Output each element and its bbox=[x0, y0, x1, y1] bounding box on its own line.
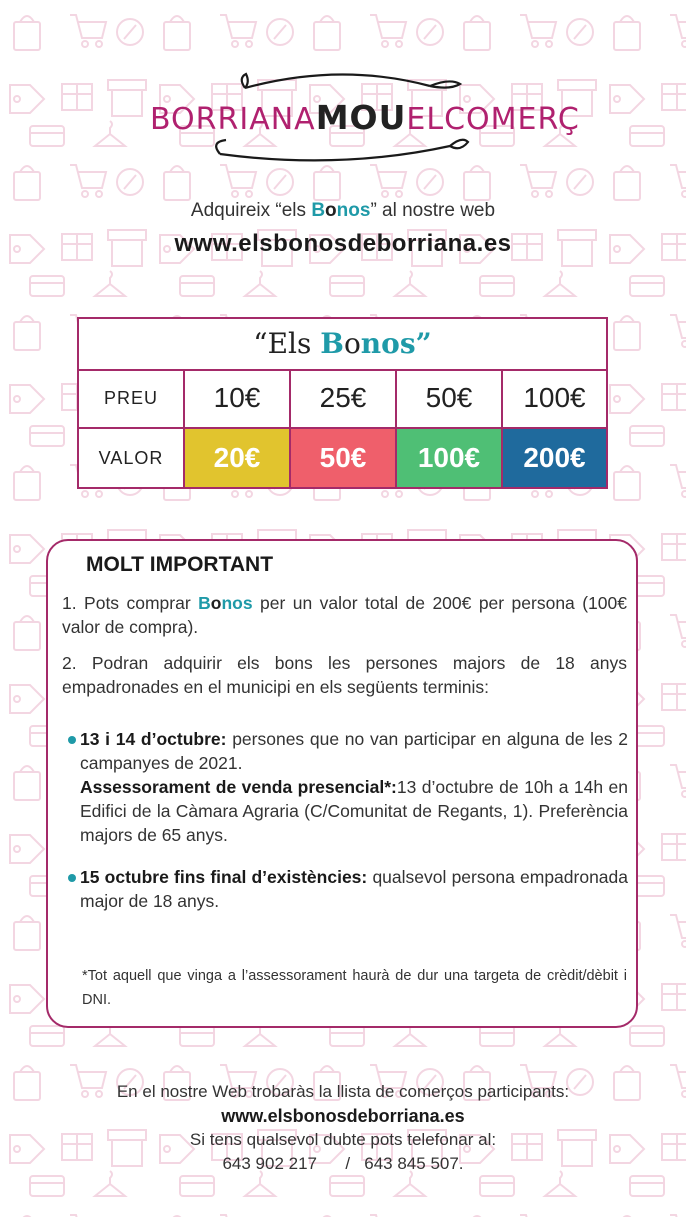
bullet1-text: persones que no van participar en alguna de les 2 campanyes de 2021. bbox=[80, 729, 628, 773]
table-title-before: “Els bbox=[253, 327, 321, 360]
price-row bbox=[79, 369, 606, 429]
bullet-dot-icon bbox=[68, 874, 76, 882]
price-cell: 100€ bbox=[523, 382, 586, 413]
footer-line-1: En el nostre Web trobaràs la llista de comerços participants: bbox=[116, 1082, 570, 1101]
footer-url[interactable]: www.elsbonosdeborriana.es bbox=[221, 1106, 465, 1126]
p1-bonos-rest: nos bbox=[221, 593, 253, 613]
intro-bonos-b: B bbox=[311, 200, 326, 221]
footer bbox=[0, 1080, 686, 1176]
row-label-valor: VALOR bbox=[79, 429, 185, 487]
price-cell: 10€ bbox=[185, 369, 291, 427]
phone-2[interactable]: 643 845 507. bbox=[364, 1154, 464, 1173]
intro-line bbox=[0, 200, 686, 222]
p1-before: 1. Pots comprar bbox=[62, 593, 199, 613]
bullet-dot-icon bbox=[68, 736, 76, 744]
table-title bbox=[79, 319, 606, 371]
price-cell: 50€ bbox=[397, 369, 503, 427]
bullet1-strong: 13 i 14 d’octubre: bbox=[80, 729, 227, 749]
important-paragraph-1 bbox=[62, 591, 627, 639]
website-url[interactable]: www.elsbonosdeborriana.es bbox=[174, 230, 512, 257]
logo-part-borriana: BORRIANA bbox=[150, 102, 316, 137]
logo-wordmark bbox=[150, 98, 580, 137]
important-paragraph-2: 2. Podran adquirir els bons les persones majors de 18 anys empadronades en el municipi en els següents terminis: bbox=[62, 653, 627, 697]
logo-part-elcomerc: ELCOMERÇ bbox=[406, 102, 580, 137]
phone-separator: / bbox=[345, 1154, 351, 1173]
bonos-table bbox=[77, 317, 608, 489]
important-title: MOLT IMPORTANT bbox=[86, 553, 274, 576]
bullet1-text2: 13 d’octubre de 10h a 14h en Edifici de la Càmara Agraria (C/Comunitat de Regants, 1). Preferència majors de 65 anys. bbox=[80, 777, 628, 845]
table-title-rest: nos” bbox=[360, 327, 432, 360]
p1-bonos-o: o bbox=[210, 593, 222, 613]
bullet1-strong2: Assessorament de venda presencial*: bbox=[80, 777, 397, 797]
p1-bonos-b: B bbox=[198, 593, 211, 613]
table-title-o: o bbox=[343, 327, 361, 360]
p1-after: per un valor total de 200€ per persona (100€ valor de compra). bbox=[62, 593, 627, 637]
logo bbox=[150, 66, 580, 170]
intro-bonos-o: o bbox=[325, 200, 337, 221]
price-cell: 25€ bbox=[291, 369, 397, 427]
footnote: *Tot aquell que vinga a l’assessorament haurà de dur una targeta de crèdit/dèbit i DNI. bbox=[82, 968, 627, 1008]
bullet2-strong: 15 octubre fins final d’existències: bbox=[80, 867, 368, 887]
row-label-preu: PREU bbox=[79, 369, 185, 427]
p1-bonos-word bbox=[198, 593, 252, 613]
bullet-item bbox=[68, 865, 628, 913]
bullet-item bbox=[68, 727, 628, 847]
important-box bbox=[46, 539, 638, 1028]
table-title-b: B bbox=[320, 327, 344, 360]
value-cell: 20€ bbox=[185, 429, 291, 487]
phone-numbers bbox=[0, 1152, 686, 1176]
value-cell: 50€ bbox=[291, 429, 397, 487]
value-cell: 100€ bbox=[397, 429, 503, 487]
value-cell: 200€ bbox=[503, 429, 606, 487]
intro-bonos-rest: nos bbox=[336, 200, 371, 221]
bullet2-text: qualsevol persona empadronada major de 18 anys. bbox=[80, 867, 629, 911]
logo-part-mou: MOU bbox=[315, 98, 407, 137]
value-row bbox=[79, 429, 606, 487]
intro-before: Adquireix “els bbox=[190, 200, 312, 221]
phone-1[interactable]: 643 902 217 bbox=[222, 1154, 318, 1173]
intro-after: ” al nostre web bbox=[370, 200, 496, 221]
footer-line-3: Si tens qualsevol dubte pots telefonar al: bbox=[189, 1130, 497, 1149]
